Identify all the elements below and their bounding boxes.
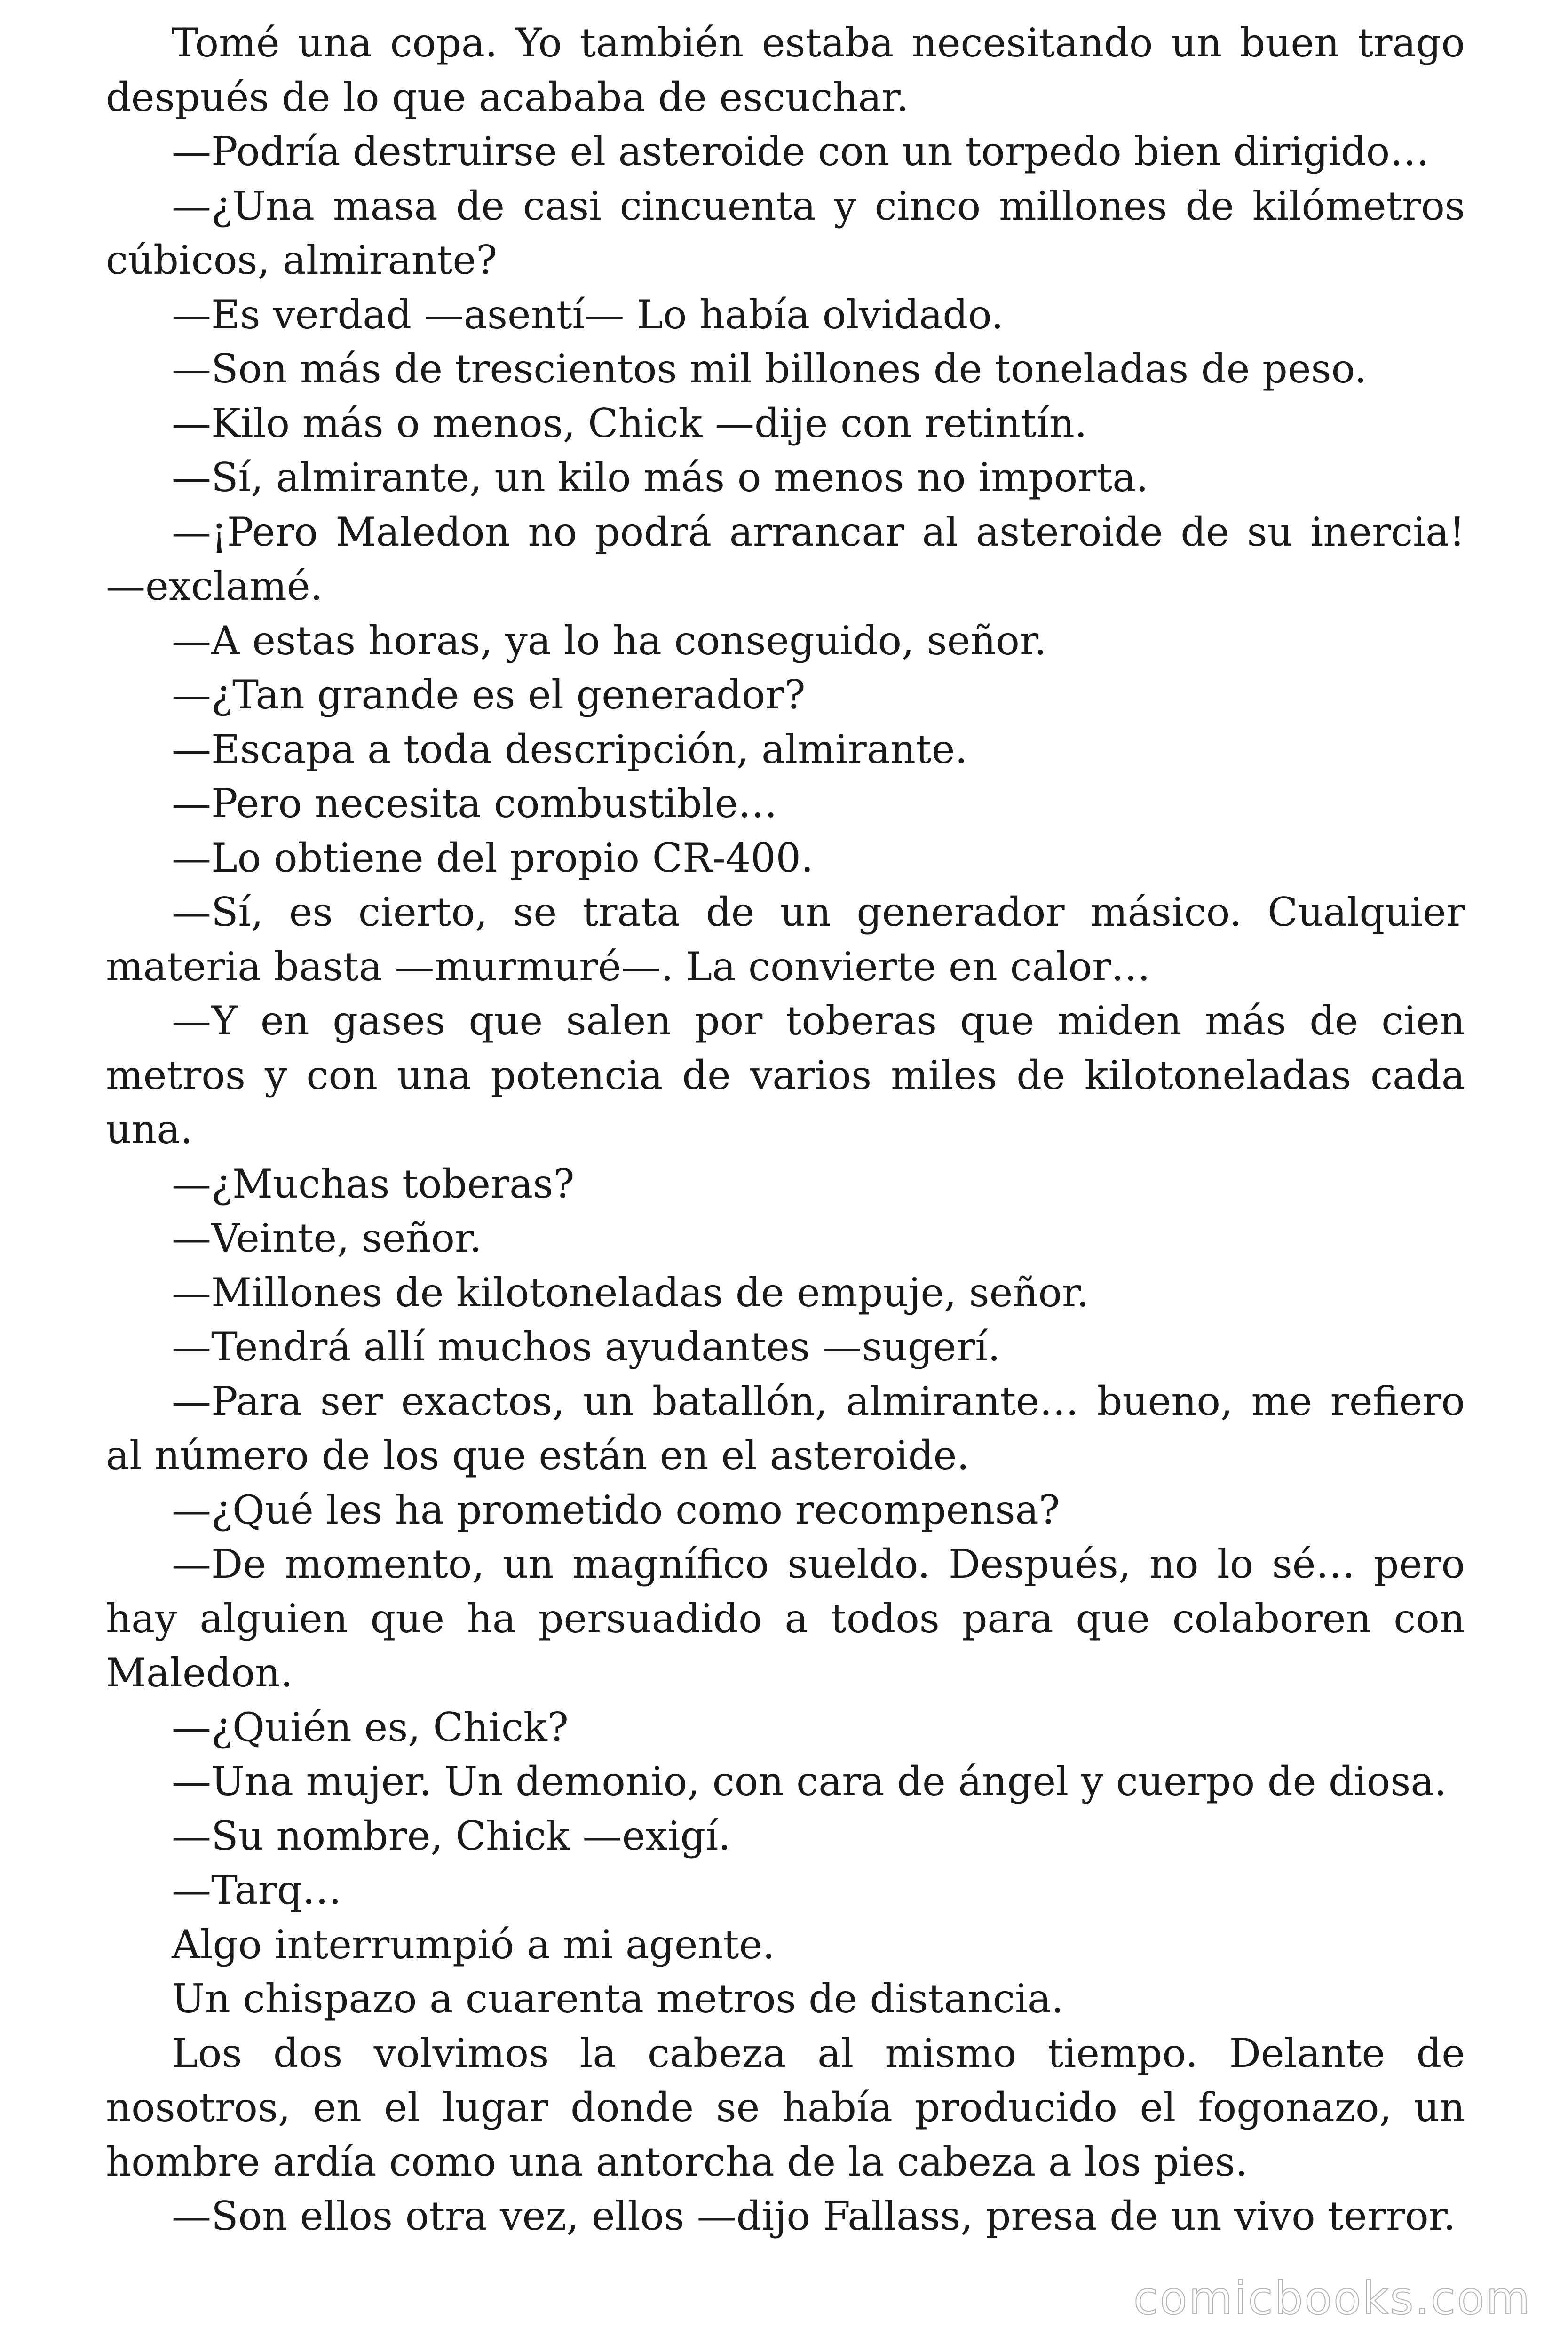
paragraph: —¿Muchas toberas? <box>172 1160 575 1207</box>
paragraph: —Tendrá allí muchos ayudantes —sugerí. <box>172 1324 1000 1370</box>
paragraph: —Para ser exactos, un batallón, almirante… bueno, me refiero al número de los que están en el asteroide. <box>106 1378 1465 1478</box>
paragraph: Un chispazo a cuarenta metros de distancia. <box>172 1976 1064 2022</box>
paragraph: —Sí, es cierto, se trata de un generador másico. Cualquier materia basta —murmuré—. La convierte en calor… <box>106 889 1465 990</box>
paragraph: —¿Qué les ha prometido como recompensa? <box>172 1486 1060 1533</box>
paragraph: —A estas horas, ya lo ha conseguido, señor. <box>172 617 1047 664</box>
paragraph: —Son más de trescientos mil billones de toneladas de peso. <box>172 346 1367 392</box>
paragraph: —Millones de kilotoneladas de empuje, señor. <box>172 1269 1089 1316</box>
paragraph: —Podría destruirse el asteroide con un torpedo bien dirigido… <box>172 128 1430 175</box>
paragraph: —Veinte, señor. <box>172 1215 482 1261</box>
paragraph: —¿Una masa de casi cincuenta y cinco millones de kilómetros cúbicos, almirante? <box>106 183 1465 283</box>
paragraph: —¿Quién es, Chick? <box>172 1704 569 1750</box>
watermark: comicbooks.com <box>1133 2272 1531 2325</box>
paragraph: —Kilo más o menos, Chick —dije con retintín. <box>172 400 1087 446</box>
paragraph: —¿Tan grande es el generador? <box>172 672 806 718</box>
paragraph: —De momento, un magnífico sueldo. Después, no lo sé… pero hay alguien que ha persuadido a todos para que colaboren con Maledon. <box>106 1541 1465 1696</box>
paragraph: Tomé una copa. Yo también estaba necesitando un buen trago después de lo que acababa de escuchar. <box>106 20 1465 120</box>
paragraph: Algo interrumpió a mi agente. <box>172 1921 775 1968</box>
paragraph: —¡Pero Maledon no podrá arrancar al asteroide de su inercia! —exclamé. <box>106 509 1465 609</box>
paragraph: Los dos volvimos la cabeza al mismo tiempo. Delante de nosotros, en el lugar donde se había producido el fogonazo, un hombre ardía como una antorcha de la cabeza a los pies. <box>106 2030 1465 2185</box>
page-body <box>106 16 1465 2244</box>
paragraph: —Su nombre, Chick —exigí. <box>172 1812 731 1859</box>
paragraph: —Una mujer. Un demonio, con cara de ángel y cuerpo de diosa. <box>172 1758 1447 1804</box>
paragraph: —Sí, almirante, un kilo más o menos no importa. <box>172 454 1148 501</box>
paragraph: —Lo obtiene del propio CR-400. <box>172 834 814 881</box>
paragraph: —Pero necesita combustible… <box>172 780 778 826</box>
paragraph: —Es verdad —asentí— Lo había olvidado. <box>172 291 1004 338</box>
paragraph: —Son ellos otra vez, ellos —dijo Fallass, presa de un vivo terror. <box>172 2193 1456 2239</box>
paragraph: —Tarq… <box>172 1867 342 1913</box>
paragraph: —Escapa a toda descripción, almirante. <box>172 726 968 772</box>
paragraph: —Y en gases que salen por toberas que miden más de cien metros y con una potencia de varios miles de kilotoneladas cada una. <box>106 998 1465 1152</box>
